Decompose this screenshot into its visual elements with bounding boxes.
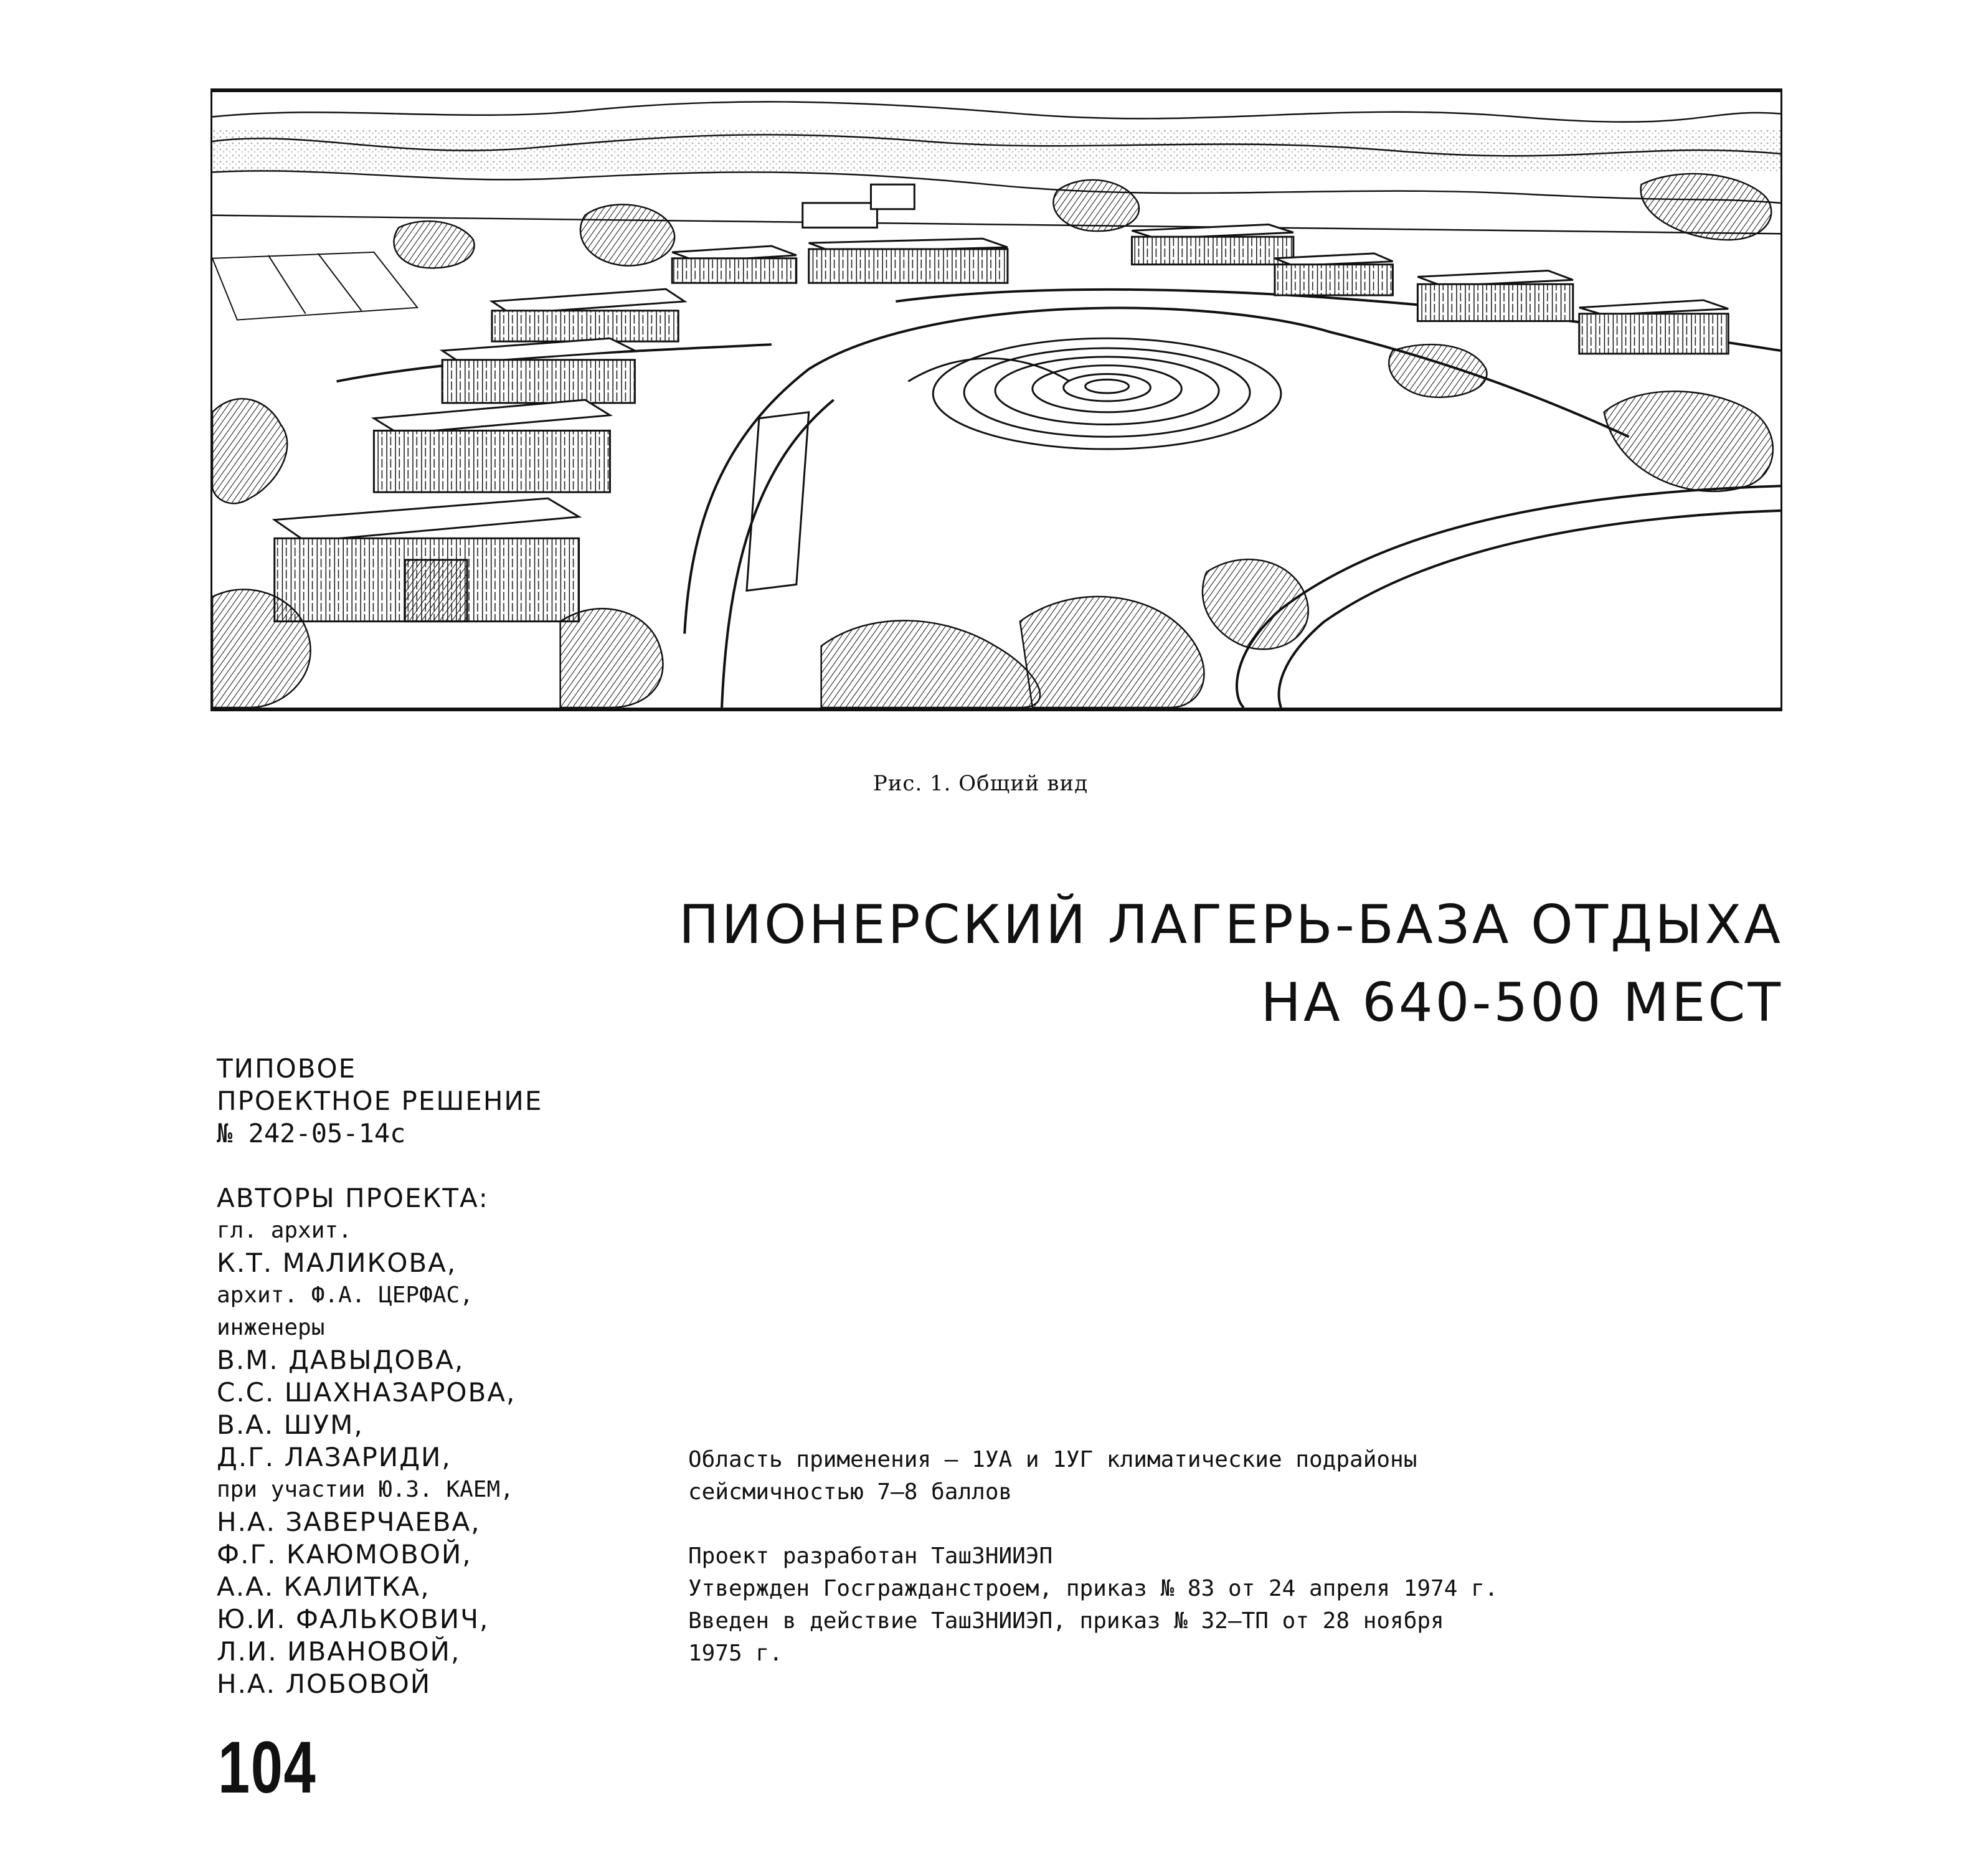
- author-line: гл. архит.: [217, 1218, 352, 1243]
- approval-line: Утвержден Госгражданстроем, приказ № 83 от 24 апреля 1974 г.: [688, 1576, 1498, 1601]
- author-line: Н.А. ЛОБОВОЙ: [217, 1669, 432, 1699]
- author-line: Л.И. ИВАНОВОЙ,: [217, 1636, 461, 1667]
- page-number: 104: [218, 1727, 317, 1809]
- page-title-line-1: ПИОНЕРСКИЙ ЛАГЕРЬ-БАЗА ОТДЫХА: [678, 894, 1783, 956]
- general-view-illustration: [210, 88, 1782, 711]
- author-line: В.М. ДАВЫДОВА,: [217, 1345, 465, 1375]
- author-line: при участии Ю.З. КАЕМ,: [217, 1477, 514, 1502]
- typical-project-block: [217, 1053, 542, 1150]
- application-scope: [688, 1444, 1417, 1509]
- project-approval-info: [688, 1540, 1498, 1670]
- project-solution-label: ПРОЕКТНОЕ РЕШЕНИЕ: [217, 1086, 543, 1116]
- authors-block: [217, 1182, 516, 1700]
- author-line: архит. Ф.А. ЦЕРФАС,: [217, 1282, 473, 1308]
- project-number: № 242-05-14с: [217, 1118, 406, 1149]
- enactment-year-line: 1975 г.: [688, 1641, 783, 1666]
- authors-heading: АВТОРЫ ПРОЕКТА:: [217, 1183, 489, 1213]
- author-line: В.А. ШУМ,: [217, 1409, 364, 1440]
- scope-line-1: Область применения – 1УА и 1УГ климатические подрайоны: [688, 1447, 1417, 1472]
- author-line: А.А. КАЛИТКА,: [217, 1571, 430, 1602]
- typical-label: ТИПОВОЕ: [217, 1053, 357, 1084]
- author-line: Н.А. ЗАВЕРЧАЕВА,: [217, 1507, 481, 1537]
- author-line: Д.Г. ЛАЗАРИДИ,: [217, 1442, 452, 1472]
- author-line: Ф.Г. КАЮМОВОЙ,: [217, 1539, 472, 1570]
- developer-line: Проект разработан ТашЗНИИЭП: [688, 1543, 1053, 1569]
- author-line: Ю.И. ФАЛЬКОВИЧ,: [217, 1604, 489, 1634]
- author-line: С.С. ШАХНАЗАРОВА,: [217, 1377, 516, 1408]
- figure-caption: [0, 771, 1986, 796]
- scope-line-2: сейсмичностью 7–8 баллов: [688, 1479, 1013, 1505]
- page-title-line-2: НА 640-500 МЕСТ: [1260, 972, 1783, 1034]
- author-line: К.Т. МАЛИКОВА,: [217, 1248, 457, 1278]
- author-line: инженеры: [217, 1315, 325, 1340]
- enactment-line: Введен в действие ТашЗНИИЭП, приказ № 32–ТП от 28 ноября: [688, 1608, 1444, 1634]
- camp-aerial-sketch: [212, 92, 1780, 708]
- figure-caption-text: Рис. 1. Общий вид: [872, 771, 1089, 796]
